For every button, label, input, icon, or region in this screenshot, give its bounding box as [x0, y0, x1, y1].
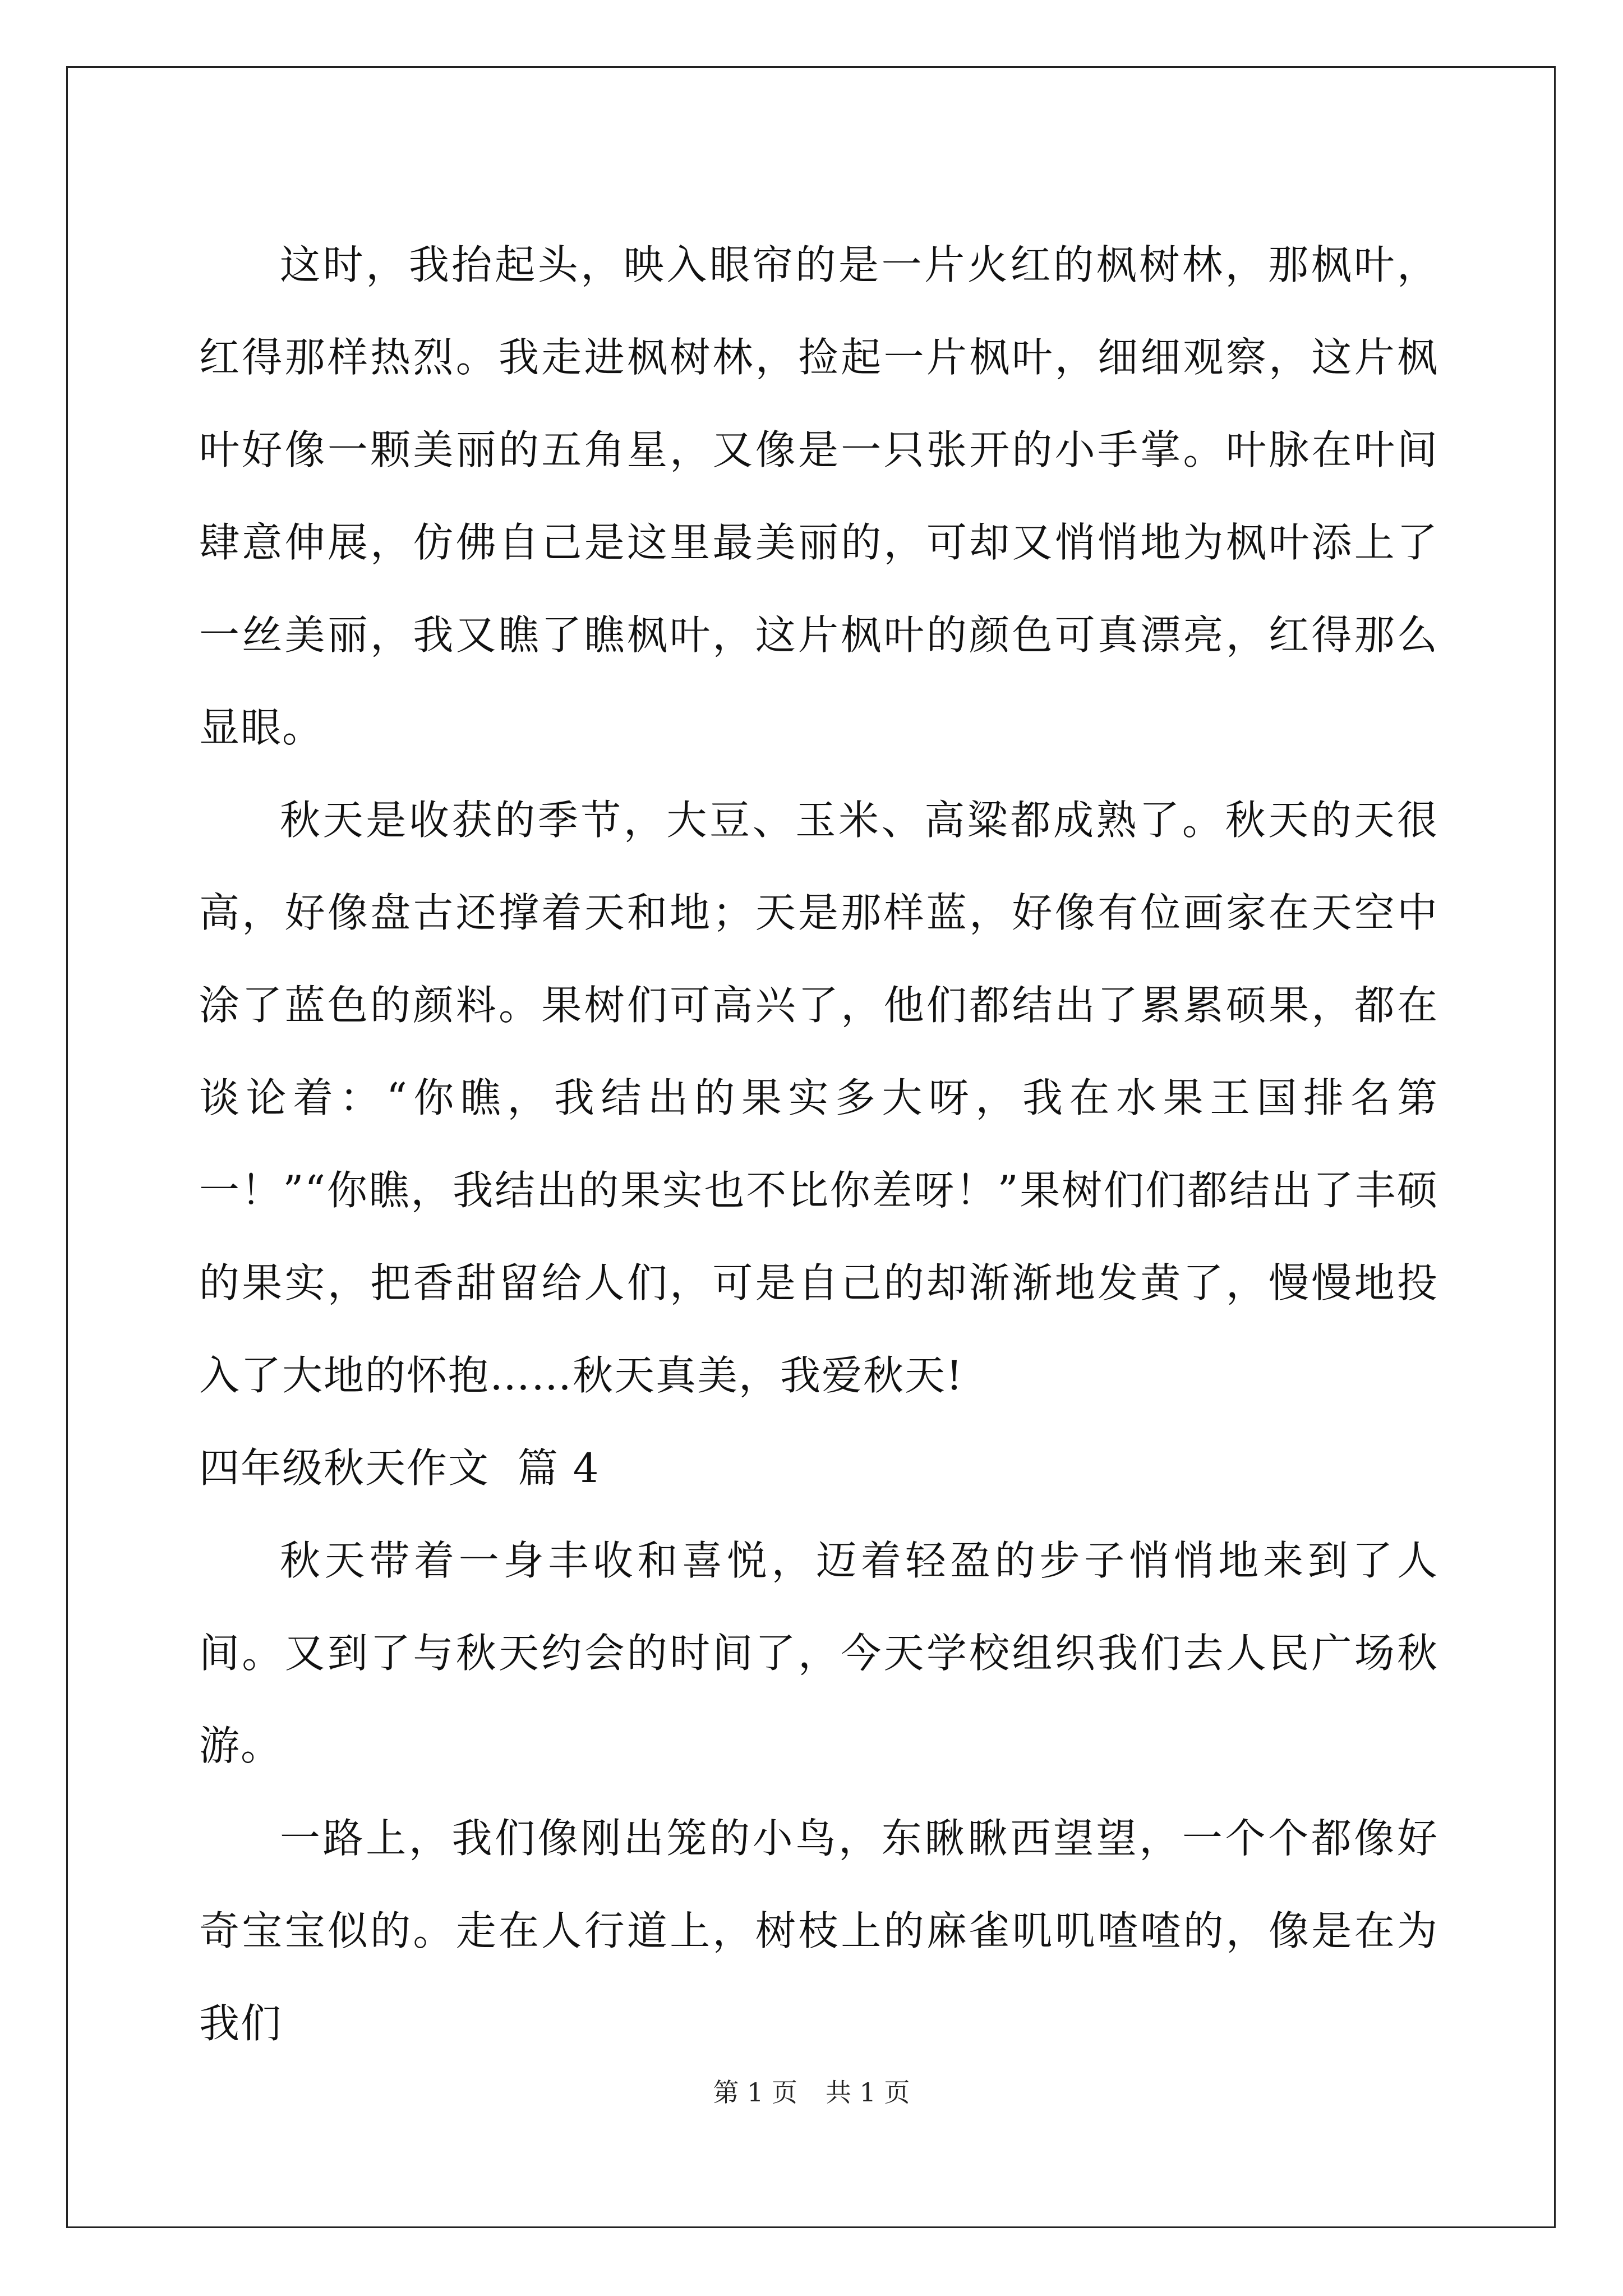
page-total: 共 1 页	[826, 2077, 910, 2108]
document-body	[199, 219, 1438, 2070]
page-footer	[0, 2076, 1623, 2109]
paragraph-maple-forest: 这时，我抬起头，映入眼帘的是一片火红的枫树林，那枫叶，红得那样热烈。我走进枫树林，捡起一片枫叶，细细观察，这片枫叶好像一颗美丽的五角星，又像是一只张开的小手掌。叶脉在叶间肆意伸展，仿佛自己是这里最美丽的，可却又悄悄地为枫叶添上了一丝美丽，我又瞧了瞧枫叶，这片枫叶的颜色可真漂亮，红得那么显眼。	[199, 241, 1438, 751]
paragraph-on-the-way: 一路上，我们像刚出笼的小鸟，东瞅瞅西望望，一个个都像好奇宝宝似的。走在人行道上，树枝上的麻雀叽叽喳喳的，像是在为我们	[199, 1815, 1438, 2047]
paragraph-autumn-arrives: 秋天带着一身丰收和喜悦，迈着轻盈的步子悄悄地来到了人间。又到了与秋天约会的时间了，今天学校组织我们去人民广场秋游。	[199, 1537, 1438, 1769]
page-number: 第 1 页	[713, 2077, 797, 2108]
section-heading: 四年级秋天作文 篇 4	[199, 1444, 600, 1492]
paragraph-harvest-season: 秋天是收获的季节，大豆、玉米、高粱都成熟了。秋天的天很高，好像盘古还撑着天和地；天是那样蓝，好像有位画家在天空中涂了蓝色的颜料。果树们可高兴了，他们都结出了累累硕果，都在谈论着：“你瞧，我结出的果实多大呀，我在水果王国排名第一！”“你瞧，我结出的果实也不比你差呀！”果树们们都结出了丰硕的果实，把香甜留给人们，可是自己的却渐渐地发黄了，慢慢地投入了大地的怀抱……秋天真美，我爱秋天!	[199, 797, 1438, 1399]
